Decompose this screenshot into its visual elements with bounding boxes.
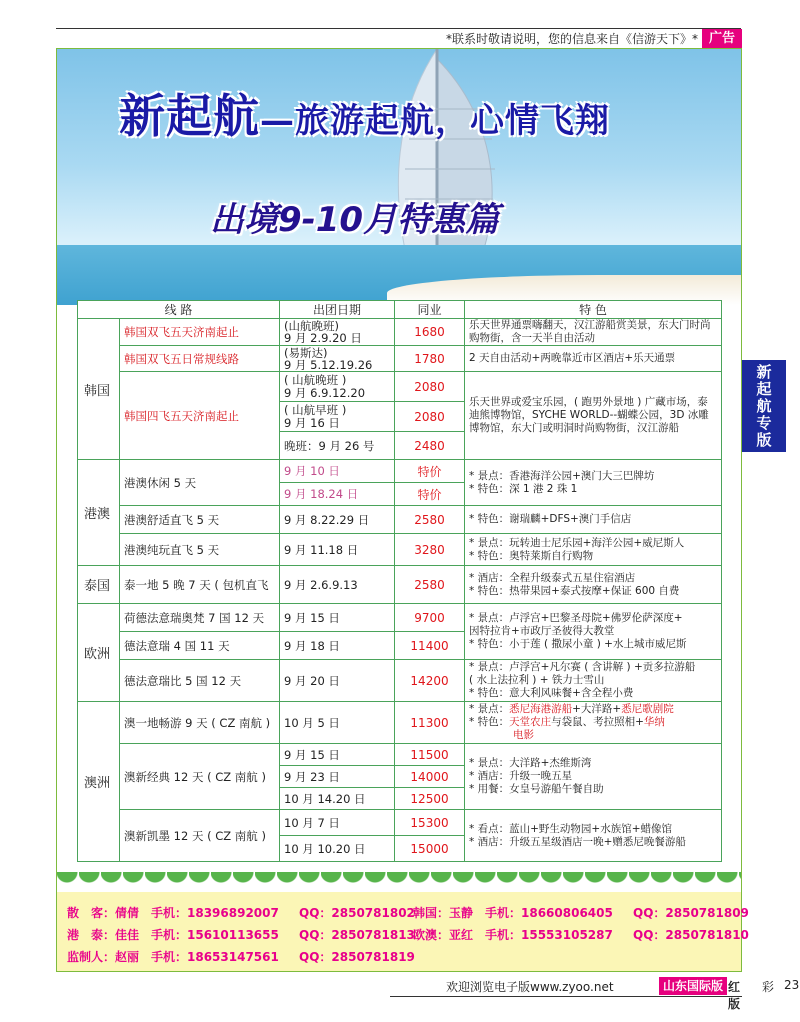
contact-person: 港 泰：佳佳 手机：15610113655: [67, 928, 279, 942]
contact-qq: QQ：2850781802: [299, 906, 415, 920]
departure-date: 晚班：9 月 26 号: [280, 432, 395, 460]
feature-line: [469, 729, 717, 742]
table-row: [78, 744, 722, 766]
departure-date: 9 月 10 日: [280, 460, 395, 483]
route-name: 德法意瑞比 5 国 12 天: [120, 660, 280, 702]
feature-highlight: 悉尼海港游船: [509, 703, 573, 715]
edition-name: 红版: [728, 980, 741, 1011]
contact-row: [67, 948, 741, 970]
route-name: 荷德法意瑞奥梵 7 国 12 天: [120, 604, 280, 632]
contact-qq: QQ：2850781813: [299, 928, 415, 942]
route-name: 澳新经典 12 天 ( CZ 南航 ): [120, 744, 280, 810]
feature: * 特色：谢瑞麟+DFS+澳门手信店: [465, 506, 722, 534]
region-korea: 韩国: [78, 319, 120, 460]
price: 2080: [395, 372, 465, 402]
feature-highlight: 华纳: [643, 716, 665, 728]
feature: * 景点：香港海洋公园+澳门大三巴牌坊 * 特色：深 1 港 2 珠 1: [465, 460, 722, 506]
route-name: 港澳休闲 5 天: [120, 460, 280, 506]
price: 3280: [395, 534, 465, 566]
route-name: 韩国双飞五天济南起止: [120, 319, 280, 346]
feature: * 看点：蓝山+野生动物园+水族馆+蜡像馆 * 酒店：升级五星级酒店一晚+赠悉尼晚餐游船: [465, 810, 722, 862]
col-header-date: 出团日期: [280, 301, 395, 319]
price: 特价: [395, 483, 465, 506]
route-name: 澳一地畅游 9 天 ( CZ 南航 ): [120, 702, 280, 744]
price: 11400: [395, 632, 465, 660]
table-row: [78, 702, 722, 744]
departure-date: 9 月 15 日: [280, 744, 395, 766]
contact-qq: QQ：2850781819: [299, 950, 415, 964]
feature: [465, 702, 722, 744]
contact-person: 韩国：玉静 手机：18660806405: [413, 906, 613, 920]
feature: * 景点：卢浮宫+凡尔赛 ( 含讲解 ) +贡多拉游船 ( 水上法拉利 ) + 铁力士雪山 * 特色：意大利风味餐+含全程小费: [465, 660, 722, 702]
table-row: [78, 566, 722, 604]
hero-subtitle: 出境9-10月特惠篇: [210, 200, 500, 240]
page-number: 23: [784, 978, 800, 992]
contact-row: [67, 904, 749, 926]
table-row: [78, 810, 722, 836]
feature: * 景点：玩转迪士尼乐园+海洋公园+威尼斯人 * 特色：奥特莱斯自行购物: [465, 534, 722, 566]
departure-date: (山航晚班) 9 月 2.9.20 日: [280, 319, 395, 346]
feature-line: [469, 703, 717, 716]
departure-date: 9 月 8.22.29 日: [280, 506, 395, 534]
price: 14200: [395, 660, 465, 702]
route-name: 澳新凯墨 12 天 ( CZ 南航 ): [120, 810, 280, 862]
region-hkmo: 港澳: [78, 460, 120, 566]
contact-row: [67, 926, 749, 948]
departure-date: 10 月 5 日: [280, 702, 395, 744]
contact-person: 监制人：赵丽 手机：18653147561: [67, 950, 279, 964]
departure-date: 9 月 18.24 日: [280, 483, 395, 506]
table-row: [78, 534, 722, 566]
price: 1680: [395, 319, 465, 346]
departure-date: 9 月 18 日: [280, 632, 395, 660]
price: 2080: [395, 402, 465, 432]
feature-text: +大洋路+: [572, 703, 622, 715]
contact-qq: QQ：2850781809: [633, 906, 749, 920]
table-row: [78, 604, 722, 632]
color-label: 彩: [762, 980, 775, 994]
route-name: 港澳舒适直飞 5 天: [120, 506, 280, 534]
feature: 2 天自由活动+两晚靠近市区酒店+乐天通票: [465, 346, 722, 372]
price: 2580: [395, 506, 465, 534]
price: 特价: [395, 460, 465, 483]
feature-highlight: 电影: [513, 729, 535, 741]
feature: * 酒店：全程升级泰式五星住宿酒店 * 特色：热带果园+泰式按摩+保证 600 自费: [465, 566, 722, 604]
table-row: [78, 346, 722, 372]
table-row: [78, 319, 722, 346]
edition-tag: 山东国际版: [659, 977, 727, 995]
hero-title-rest: —旅游起航，心情飞翔: [260, 101, 610, 141]
departure-date: 9 月 23 日: [280, 766, 395, 788]
price: 9700: [395, 604, 465, 632]
contact-person: 欧澳：亚红 手机：15553105287: [413, 928, 613, 942]
region-europe: 欧洲: [78, 604, 120, 702]
departure-date: 10 月 10.20 日: [280, 836, 395, 862]
route-name: 港澳纯玩直飞 5 天: [120, 534, 280, 566]
header-note: *联系时敬请说明，您的信息来自《信游天下》*: [445, 32, 698, 46]
feature: * 景点：卢浮宫+巴黎圣母院+佛罗伦萨深度+ 因特拉肯+市政厅圣彼得大教堂 * 特色：小于莲 ( 撒尿小童 ) +水上城市威尼斯: [465, 604, 722, 660]
price: 1780: [395, 346, 465, 372]
hero-title-main: 新起航: [119, 89, 260, 143]
departure-date: 9 月 20 日: [280, 660, 395, 702]
hero-title: [119, 80, 610, 146]
departure-date: 9 月 2.6.9.13: [280, 566, 395, 604]
ad-badge: 广告: [702, 29, 742, 49]
table-row: [78, 506, 722, 534]
col-header-feature: 特 色: [465, 301, 722, 319]
side-tab: 新起航专版: [742, 360, 786, 452]
feature-highlight: 悉尼歌剧院: [621, 703, 674, 715]
contact-person: 散 客：倩倩 手机：18396892007: [67, 906, 279, 920]
routes-table: [77, 300, 722, 862]
departure-date: ( 山航早班 ) 9 月 16 日: [280, 402, 395, 432]
col-header-price: 同业: [395, 301, 465, 319]
price: 11300: [395, 702, 465, 744]
contacts-panel: [57, 892, 749, 971]
departure-date: 10 月 14.20 日: [280, 788, 395, 810]
departure-date: ( 山航晚班 ) 9 月 6.9.12.20: [280, 372, 395, 402]
route-name: 德法意瑞 4 国 11 天: [120, 632, 280, 660]
route-name: 韩国四飞五天济南起止: [120, 372, 280, 460]
price: 14000: [395, 766, 465, 788]
feature: 乐天世界或爱宝乐园，( 跑男外景地 ) 广藏市场，泰迪熊博物馆，SYCHE WORLD--蝴蝶公园，3D 冰雕博物馆，东大门或明洞时尚购物街，汉江游船: [465, 372, 722, 460]
contact-qq: QQ：2850781810: [633, 928, 749, 942]
feature: * 景点：大洋路+杰维斯湾 * 酒店：升级一晚五星 * 用餐：女皇号游船午餐自助: [465, 744, 722, 810]
feature-highlight: 天堂农庄: [509, 716, 552, 728]
footer-website[interactable]: 欢迎浏览电子版www.zyoo.net: [446, 980, 614, 994]
price: 15000: [395, 836, 465, 862]
route-name: 泰一地 5 晚 7 天 ( 包机直飞: [120, 566, 280, 604]
departure-date: 9 月 11.18 日: [280, 534, 395, 566]
price: 11500: [395, 744, 465, 766]
feature-label: * 特色：: [469, 716, 510, 728]
feature-label: * 景点：: [469, 703, 510, 715]
top-rule: [56, 28, 741, 29]
col-header-route: 线 路: [78, 301, 280, 319]
bottom-rule: [390, 996, 742, 997]
feature: 乐天世界通票嗨翻天，汉江游船赏美景，东大门时尚购物街，含一天半自由活动: [465, 319, 722, 346]
table-row: [78, 372, 722, 402]
table-row: [78, 660, 722, 702]
price: 15300: [395, 810, 465, 836]
scallop-border: [57, 872, 741, 892]
region-thailand: 泰国: [78, 566, 120, 604]
table-row: [78, 460, 722, 483]
table-header-row: [78, 301, 722, 319]
region-australia: 澳洲: [78, 702, 120, 862]
departure-date: 10 月 7 日: [280, 810, 395, 836]
departure-date: 9 月 15 日: [280, 604, 395, 632]
price: 12500: [395, 788, 465, 810]
feature-line: [469, 716, 717, 729]
page-footer: [56, 975, 800, 1011]
departure-date: (易斯达) 9 月 5.12.19.26: [280, 346, 395, 372]
price: 2580: [395, 566, 465, 604]
feature-text: 与袋鼠、考拉照相+: [551, 716, 644, 728]
route-name: 韩国双飞五日常规线路: [120, 346, 280, 372]
price: 2480: [395, 432, 465, 460]
